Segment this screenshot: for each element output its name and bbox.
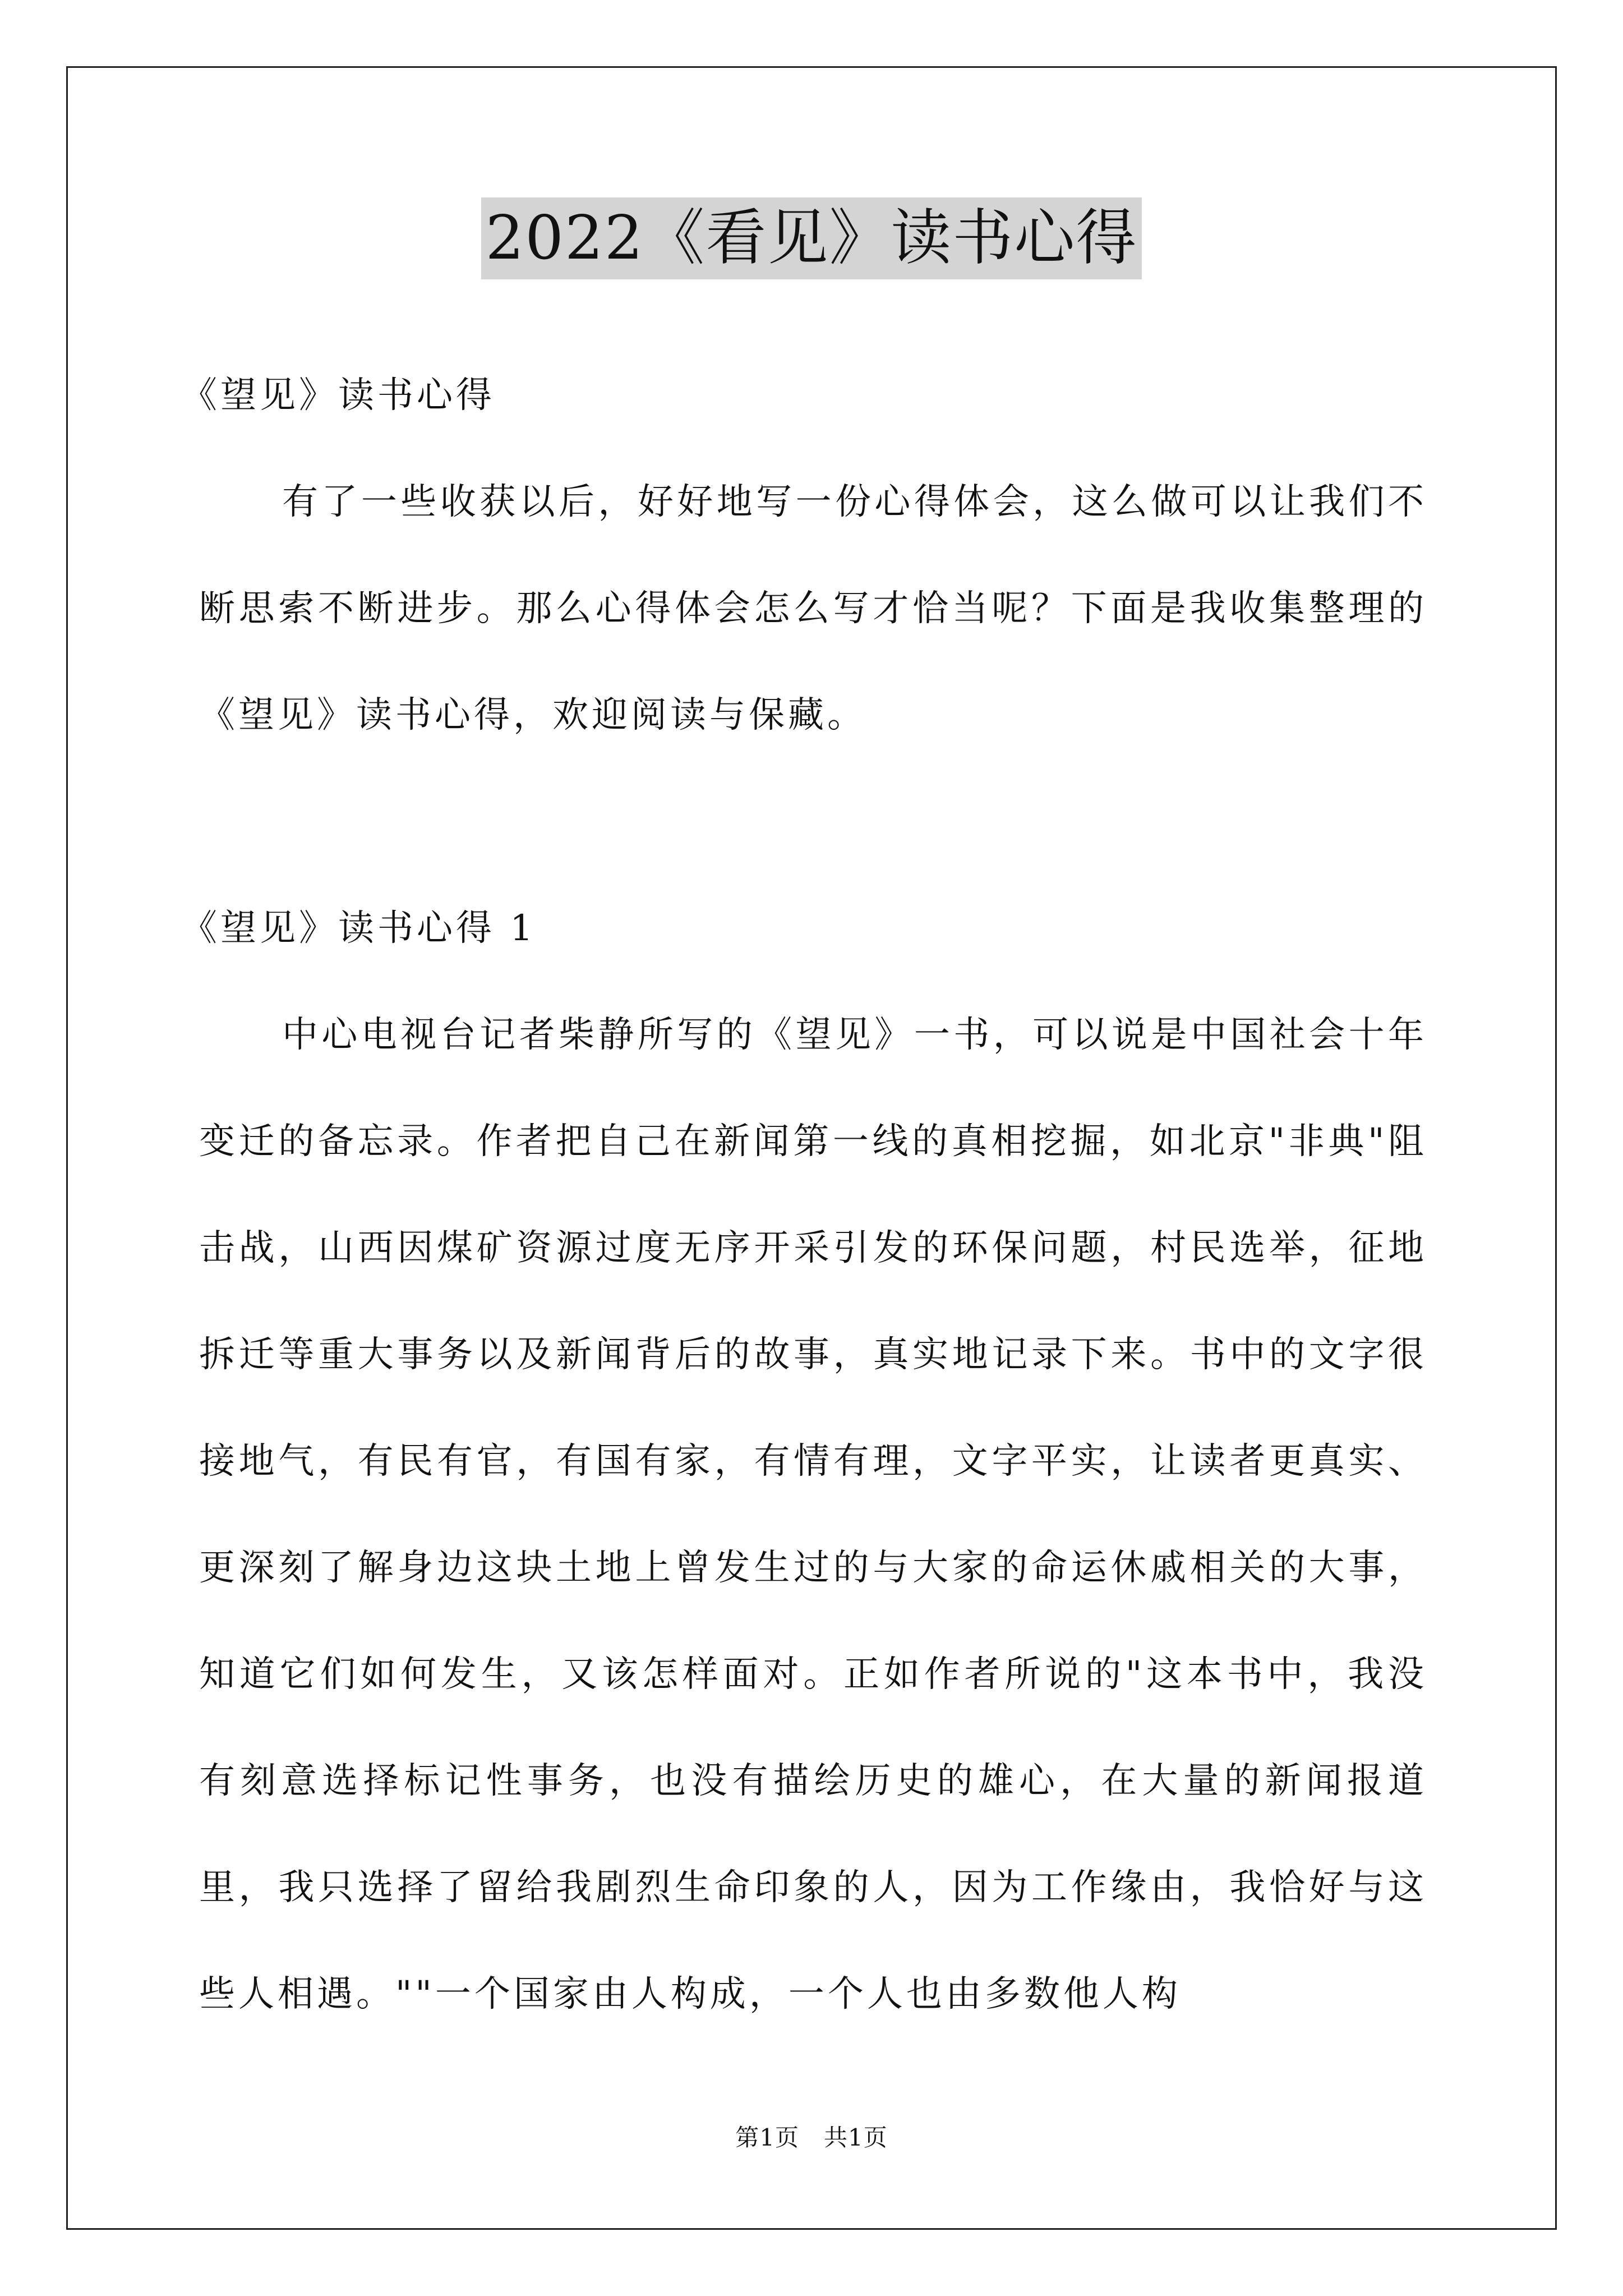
document-title: 2022《看见》读书心得: [481, 197, 1142, 279]
page-count: 共1页: [824, 2124, 888, 2151]
page-number: 第1页: [735, 2124, 799, 2151]
section-spacer: [199, 769, 1427, 875]
section-heading: 《望见》读书心得 1: [181, 908, 537, 949]
page-footer: [0, 2126, 1623, 2150]
title-container: [0, 197, 1623, 279]
intro-paragraph: 有了一些收获以后，好好地写一份心得体会，这么做可以让我们不断思索不断进步。那么心得体会怎么写才恰当呢？下面是我收集整理的《望见》读书心得，欢迎阅读与保藏。: [199, 481, 1427, 736]
subtitle-heading: 《望见》读书心得: [181, 375, 495, 416]
section-paragraph: 中心电视台记者柴静所写的《望见》一书，可以说是中国社会十年变迁的备忘录。作者把自己在新闻第一线的真相挖掘，如北京"非典"阻击战，山西因煤矿资源过度无序开采引发的环保问题，村民选举，征地拆迁等重大事务以及新闻背后的故事，真实地记录下来。书中的文字很接地气，有民有官，有国有家，有情有理，文字平实，让读者更真实、更深刻了解身边这块土地上曾发生过的与大家的命运休戚相关的大事，知道它们如何发生，又该怎样面对。正如作者所说的"这本书中，我没有刻意选择标记性事务，也没有描绘历史的雄心，在大量的新闻报道里，我只选择了留给我剧烈生命印象的人，因为工作缘由，我恰好与这些人相遇。""一个国家由人构成，一个人也由多数他人构: [199, 1014, 1427, 2015]
document-body: [181, 342, 1427, 2047]
